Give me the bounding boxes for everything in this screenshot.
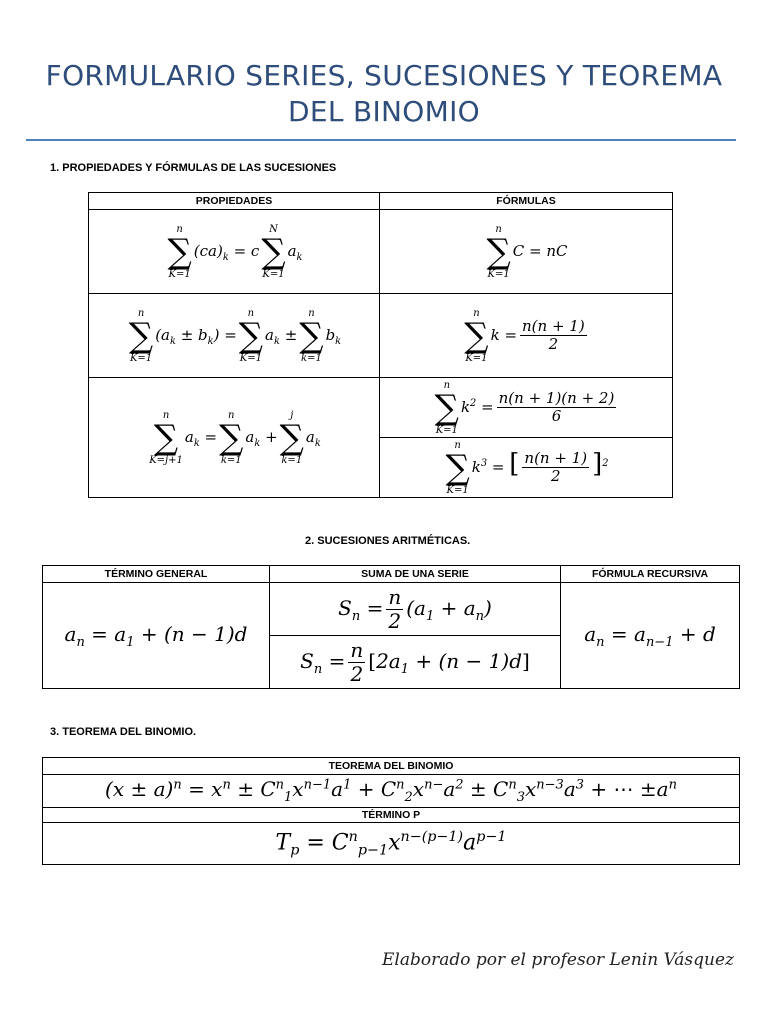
row-header-term-p: TÉRMINO P bbox=[43, 808, 740, 823]
col-header-formulas: FÓRMULAS bbox=[380, 193, 673, 210]
page-title: FORMULARIO SERIES, SUCESIONES Y TEOREMA DEL BINOMIO bbox=[45, 59, 723, 128]
section-3-heading: 3. TEOREMA DEL BINOMIO. bbox=[50, 726, 197, 738]
formula-sum-k-squared: n ∑ K=1 $k^2$ = $\frac{n(n + 1)(n + 2)}{6}$ bbox=[380, 378, 673, 438]
formula-sum-k-cubed: n ∑ K=1 $k^3$ = [ $\frac{n(n + 1)}{2}$ ]$^2$ bbox=[380, 438, 673, 498]
property-split-sum: n ∑ K=j+1 $a_k$ = n ∑ k=1 $a_k$ + j ∑ k=1 $a_k$ bbox=[89, 378, 380, 498]
formula-constant-sum: n ∑ K=1 C = nC bbox=[380, 210, 673, 294]
formula-sum-k: n ∑ K=1 k = $\frac{n(n + 1)}{2}$ bbox=[380, 294, 673, 378]
row-header-binomial-theorem: TEOREMA DEL BINOMIO bbox=[43, 758, 740, 775]
title-divider bbox=[26, 139, 736, 141]
term-p-formula: $T_p = C^n_{p-1}x^{n-(p-1)}a^{p-1}$ bbox=[43, 823, 740, 865]
arithmetic-sequences-table bbox=[42, 565, 740, 689]
section-1-heading: 1. PROPIEDADES Y FÓRMULAS DE LAS SUCESIONES bbox=[50, 162, 337, 174]
col-header-recursive: FÓRMULA RECURSIVA bbox=[561, 566, 740, 583]
col-header-series-sum: SUMA DE UNA SERIE bbox=[270, 566, 561, 583]
binomial-table bbox=[42, 757, 740, 865]
general-term-formula: $a_n = a_1 + (n - 1)d$ bbox=[43, 583, 270, 689]
property-sum-difference: n ∑ K=1 $(a_k \pm b_k)$ = n ∑ K=1 $a_k$ ± n ∑ k=1 $b_k$ bbox=[89, 294, 380, 378]
binomial-theorem-formula: $(x \pm a)^n = x^n \pm C^n_1x^{n-1}a^1 + C^n_2x^{n-}a^2 \pm C^n_3x^{n-3}a^3$ + ⋯ $\pm a^n$ bbox=[43, 775, 740, 808]
property-constant-factor: n ∑ K=1 $(ca)_k = c$ N ∑ K=1 $a_k$ bbox=[89, 210, 380, 294]
properties-formulas-table bbox=[88, 192, 673, 498]
section-2-heading: 2. SUCESIONES ARITMÉTICAS. bbox=[305, 535, 471, 547]
col-header-general-term: TÉRMINO GENERAL bbox=[43, 566, 270, 583]
series-sum-formula-1: $S_n$ = $\frac{n}{2}$ $(a_1 + a_n)$ bbox=[270, 583, 561, 636]
recursive-formula: $a_n = a_{n-1} + d$ bbox=[561, 583, 740, 689]
author-signature: Elaborado por el profesor Lenin Vásquez bbox=[381, 950, 734, 970]
col-header-properties: PROPIEDADES bbox=[89, 193, 380, 210]
series-sum-formula-2: $S_n$ = $\frac{n}{2}$ $[2a_1 + (n - 1)d]$ bbox=[270, 636, 561, 689]
